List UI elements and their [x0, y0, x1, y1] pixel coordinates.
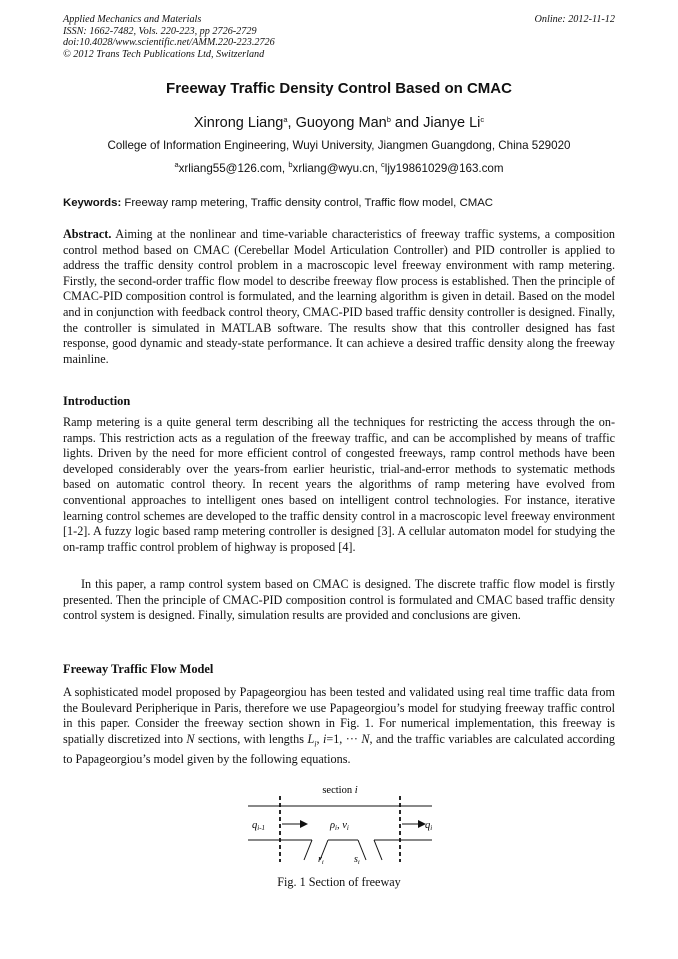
- doi-line: doi:10.4028/www.scientific.net/AMM.220-223.2726: [63, 37, 275, 49]
- author-name: Xinrong Liang: [193, 115, 284, 131]
- affiliation: College of Information Engineering, Wuyi University, Jiangmen Guangdong, China 529020: [107, 139, 571, 152]
- model-text: , and the traffic variables are calculated according to Papageorgiou’s model given by the following equations.: [63, 731, 615, 766]
- intro-paragraph-2: In this paper, a ramp control system based on CMAC is designed. The discrete traffic flow model is firstly presented. Then the principle of CMAC-PID composition control is formulated and CMAC based traffic density control system is designed. Finally, simulation results are provided and conclusions are given.: [63, 577, 615, 623]
- online-date: Online: 2012-11-12: [534, 14, 615, 25]
- model-paragraph-1: [63, 685, 615, 767]
- abstract-text: Aiming at the nonlinear and time-variable characteristics of freeway traffic systems, a composition control method based on CMAC (Cerebellar Model Articulation Controller) and PID controller is applied to address the traffic density control problem in a macroscopic level freeway environment with ramp metering. Firstly, the second-order traffic flow model to describe freeway flow process is established. Then the principle of CMAC-PID composition control is formulated, and the learning algorithm is given in detail. Based on the model and in conjunction with feedback control theory, CMAC-PID based traffic density controller is designed. Finally, the controller is simulated in MATLAB software. The results show that this controller designed has fast response, good dynamic and steady-state performance. It can achieve a desired traffic density along the freeway mainline.: [63, 227, 616, 366]
- email-address: xrliang55@126.com: [178, 162, 282, 175]
- email-sup: c: [381, 160, 385, 169]
- keywords: [63, 197, 623, 209]
- keywords-text: Freeway ramp metering, Traffic density control, Traffic flow model, CMAC: [124, 197, 494, 209]
- figure-caption: Fig. 1 Section of freeway: [277, 875, 401, 889]
- math-var: N: [186, 731, 195, 746]
- email-list: [0, 162, 678, 175]
- on-ramp-edge: [304, 840, 312, 860]
- model-text: sections, with lengths: [194, 731, 308, 746]
- journal-name: Applied Mechanics and Materials: [63, 14, 202, 25]
- math-var: L: [307, 731, 315, 746]
- abstract: [63, 227, 615, 367]
- q-in-label: qi-1: [252, 820, 266, 832]
- inflow-arrow-head: [300, 820, 308, 828]
- model-text: =1, ···: [326, 731, 362, 746]
- model-text: ,: [316, 731, 323, 746]
- q-out-label: qi: [425, 820, 433, 832]
- rho-v-label: ρi, vi: [330, 820, 349, 832]
- author-sep: and: [390, 115, 424, 131]
- section-title-introduction: Introduction: [63, 394, 131, 408]
- author-sup: b: [386, 115, 391, 124]
- s-label: $s_i$: [354, 854, 360, 866]
- email-sup: a: [174, 160, 179, 169]
- author-name: Guoyong Man: [295, 115, 387, 131]
- abstract-label: Abstract.: [63, 227, 112, 241]
- copyright-line: © 2012 Trans Tech Publications Ltd, Switzerland: [63, 48, 265, 60]
- paper-title: Freeway Traffic Density Control Based on CMAC: [166, 80, 512, 97]
- author-sep: ,: [287, 115, 296, 131]
- email-sep: ,: [374, 162, 382, 175]
- math-sub: i: [314, 739, 317, 749]
- email-address: xrliang@wyu.cn: [292, 162, 375, 175]
- r-label: $r_i$: [318, 854, 324, 866]
- intro-paragraph-1: Ramp metering is a quite general term describing all the techniques for restricting the access through the on-ramps. This restriction acts as a regulation of the freeway traffic, and can be accomplished by means of traffic lights. Driven by the need for more efficient control of congested freeways, ramp control methods have been developed considerably over the years-from earlier heuristic, trial-and-error methods to systematic methods based on automatic control theory. In recent years the algorithms of ramp metering have evolved from conventional approaches to intelligent ones based on intelligent control technologies. For instance, iterative learning control schemes are developed to the traffic density control in a macroscopic level freeway environment [1-2]. A fuzzy logic based ramp metering controller is designed [3]. A cellular automaton model for studying the on-ramp traffic control problem of highway is proposed [4].: [63, 415, 615, 554]
- section-title-model: Freeway Traffic Flow Model: [63, 662, 214, 676]
- author-name: Jianye Li: [423, 115, 481, 131]
- freeway-section-diagram: [240, 782, 440, 872]
- issn-line: ISSN: 1662-7482, Vols. 220-223, pp 2726-2729: [63, 25, 257, 37]
- email-sup: b: [288, 160, 293, 169]
- email-address: ljy19861029@163.com: [384, 162, 504, 175]
- keywords-label: Keywords:: [63, 197, 122, 209]
- section-label: section i: [322, 785, 358, 796]
- journal-header: [63, 14, 615, 60]
- off-ramp-edge: [374, 840, 382, 860]
- author-list: [0, 115, 678, 131]
- author-sup: a: [283, 115, 288, 124]
- author-sup: c: [480, 115, 485, 124]
- email-sep: ,: [281, 162, 289, 175]
- off-ramp-edge: [358, 840, 366, 860]
- math-var: N: [361, 731, 370, 746]
- model-text: A sophisticated model proposed by Papageorgiou has been tested and validated using real time traffic data from the Boulevard Peripherique in Paris, therefore we use Papageorgiou’s model for studying freeway traffic control in this paper. Consider the freeway section shown in Fig. 1. For numerical implementation, this freeway is spatially discretized into: [63, 685, 615, 746]
- math-var: i: [322, 731, 327, 746]
